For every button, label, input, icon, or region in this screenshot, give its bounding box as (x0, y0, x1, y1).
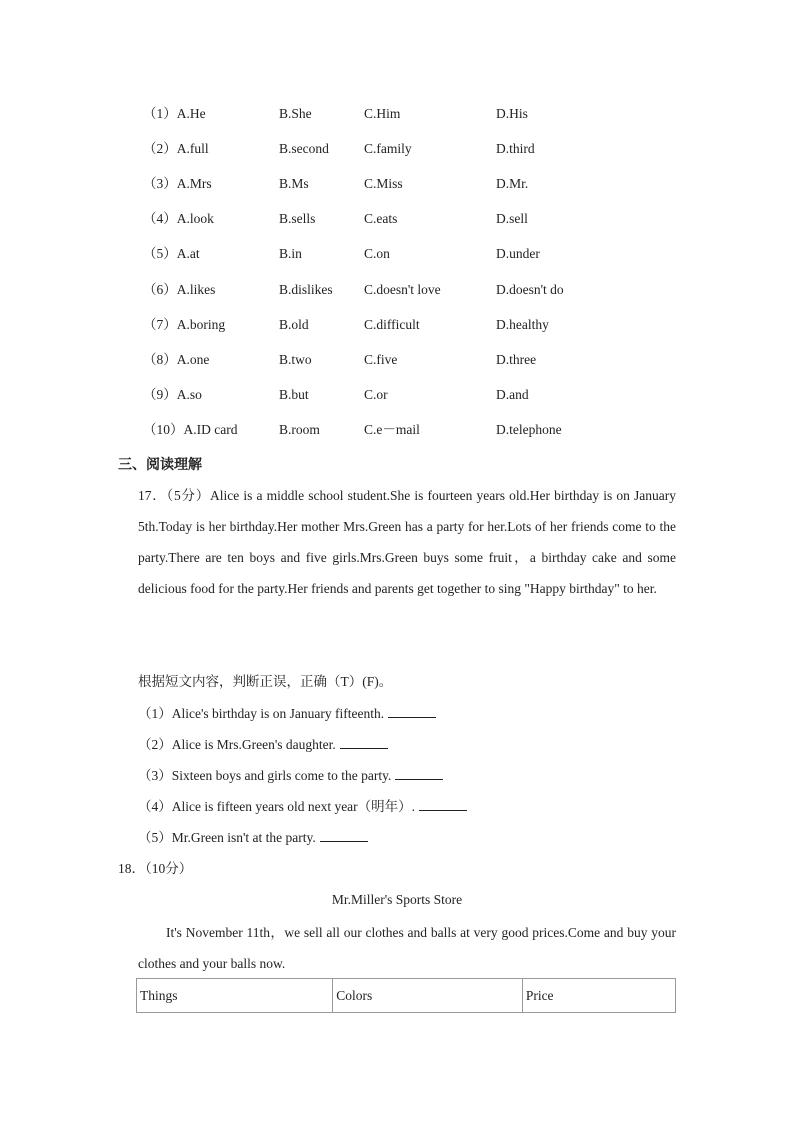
q18-passage: It's November 11th，we sell all our clothes and balls at very good prices.Come and buy your clothes and your balls now. (138, 925, 676, 971)
q17-item (138, 735, 388, 755)
q17-text: 17．（5分）Alice is a middle school student.She is fourteen years old.Her birthday is on January 5th.Today is her birthday.Her mother Mrs.Green has a party for her.Lots of her friends come to the party.There are ten boys and five girls.Mrs.Green buys some fruit，a birthday cake and some delicious food for the party.Her friends and parents get together to sing "Happy birthday" to her. (138, 488, 676, 596)
option-d: D.sell (496, 211, 528, 226)
option-c: C.Him (364, 106, 401, 121)
option-d: D.Mr. (496, 176, 529, 191)
option-b: B.in (279, 246, 302, 261)
option-b: B.second (279, 141, 329, 156)
q17-item (138, 797, 467, 817)
option-c: C.difficult (364, 317, 420, 332)
option-d: D.and (496, 387, 529, 402)
option-a: （6）A.likes (143, 282, 216, 297)
option-a: （1）A.He (143, 106, 206, 121)
option-d: D.His (496, 106, 528, 121)
option-c: C.eats (364, 211, 398, 226)
table-header-colors: Colors (333, 979, 523, 1013)
option-d: D.third (496, 141, 535, 156)
table-header-things: Things (137, 979, 333, 1013)
option-c: C.five (364, 352, 398, 367)
option-a: （9）A.so (143, 387, 202, 402)
option-d: D.healthy (496, 317, 549, 332)
option-c: C.e－mail (364, 422, 420, 437)
q17-item-text: （3）Sixteen boys and girls come to the party. (138, 768, 392, 783)
option-b: B.Ms (279, 176, 309, 191)
option-a: （8）A.one (143, 352, 210, 367)
q17-item (138, 766, 443, 786)
answer-blank[interactable] (395, 767, 443, 780)
option-b: B.She (279, 106, 312, 121)
q17-item (138, 704, 436, 724)
option-d: D.three (496, 352, 537, 367)
option-c: C.Miss (364, 176, 403, 191)
option-c: C.or (364, 387, 388, 402)
option-a: （7）A.boring (143, 317, 226, 332)
q17-item (138, 828, 368, 848)
option-a: （2）A.full (143, 141, 209, 156)
option-d: D.telephone (496, 422, 562, 437)
option-b: B.two (279, 352, 312, 367)
q17-item-text: （4）Alice is fifteen years old next year（明年）. (138, 799, 416, 814)
option-b: B.but (279, 387, 309, 402)
q17-item-text: （2）Alice is Mrs.Green's daughter. (138, 737, 336, 752)
option-b: B.room (279, 422, 320, 437)
answer-blank[interactable] (388, 705, 436, 718)
table-header-row (137, 979, 676, 1013)
section-title: 三、阅读理解 (118, 457, 202, 473)
table-header-price: Price (522, 979, 675, 1013)
q18-header: 18．（10分） (118, 861, 193, 876)
option-d: D.doesn't do (496, 282, 564, 297)
price-table (136, 978, 676, 1013)
option-d: D.under (496, 246, 540, 261)
answer-blank[interactable] (419, 798, 467, 811)
option-c: C.family (364, 141, 412, 156)
q18-title: Mr.Miller's Sports Store (331, 892, 463, 907)
q17-passage (118, 480, 676, 604)
option-a: （10）A.ID card (143, 422, 238, 437)
option-b: B.dislikes (279, 282, 333, 297)
q17-instruction: 根据短文内容，判断正误，正确（T）(F)。 (138, 674, 393, 689)
q17-item-text: （1）Alice's birthday is on January fifteenth. (138, 706, 385, 721)
option-a: （4）A.look (143, 211, 214, 226)
option-b: B.sells (279, 211, 316, 226)
option-c: C.doesn't love (364, 282, 441, 297)
option-a: （3）A.Mrs (143, 176, 212, 191)
option-a: （5）A.at (143, 246, 200, 261)
answer-blank[interactable] (340, 736, 388, 749)
option-c: C.on (364, 246, 390, 261)
answer-blank[interactable] (320, 829, 368, 842)
option-b: B.old (279, 317, 309, 332)
q17-item-text: （5）Mr.Green isn't at the party. (138, 830, 316, 845)
